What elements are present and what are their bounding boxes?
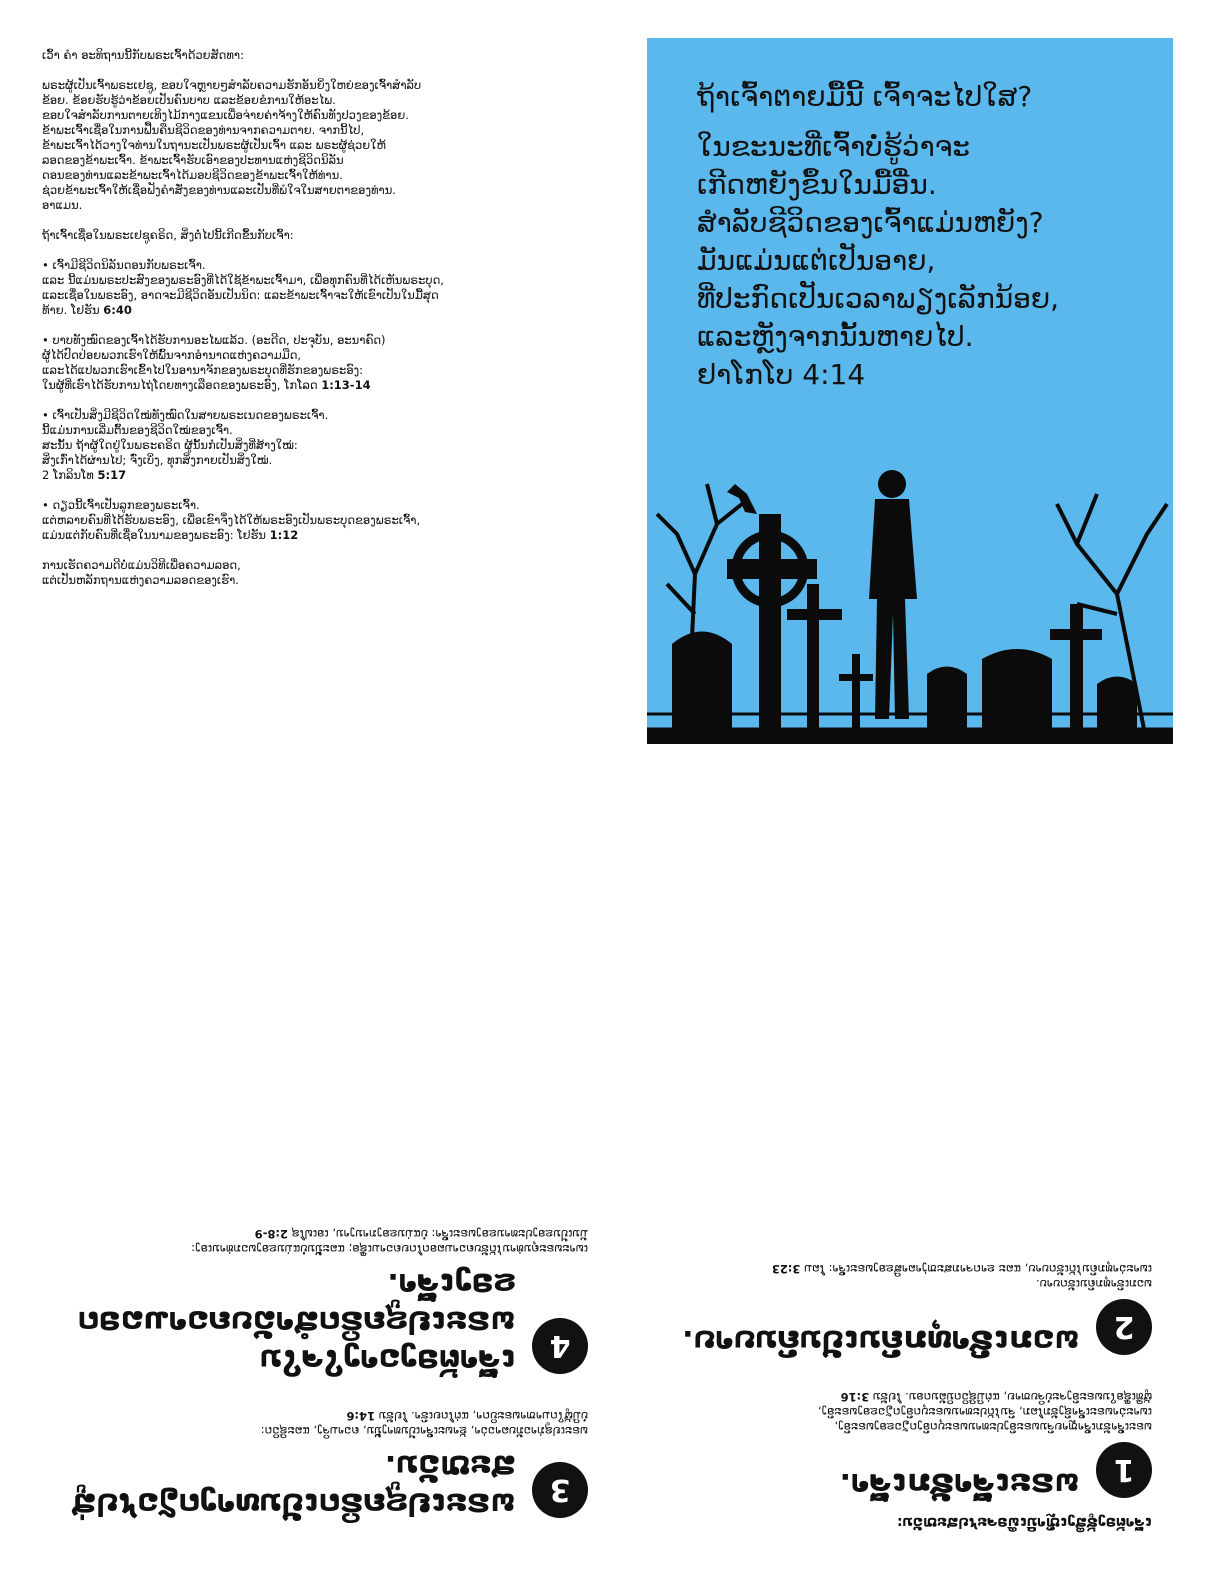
cover-question: ຖ້າເຈົ້າຕາຍມື້ນີ້ ເຈົ້າຈະໄປໃສ? <box>697 80 1033 113</box>
step-number-badge: 3 <box>532 1462 588 1518</box>
step-title: ເຈົ້າຕ້ອງວາງໃຈໃນພຣະເຢຊູຄຣິດສຳລັບຄວາມລອດຂອງເຈົ້າ. <box>77 1266 516 1377</box>
prayer-body: ພຣະຜູ້ເປັນເຈົ້າພຣະເຢຊູ, ຂອບໃຈຫຼາຍໆສຳລັບຄວາມຮັກອັນຍິ່ງໃຫຍ່ຂອງເຈົ້າສຳລັບ ຂ້ອຍ. ຂ້ອຍຮັບຮູ້ວ່າຂ້ອຍເປັນຄົນບາບ ແລະຂ້ອຍຂໍການໃຫ້ອະໄພ. ຂອບໃຈສຳລັບການຕາຍເທິງໄມ້ກາງແຂນເພື່ອຈ່າຍຄ່າຈ້າງໃຫ້ຄົນທັງປວງຂອງຂ້ອຍ. ຂ້າພະເຈົ້າເຊື່ອໃນການຟື້ນຄືນຊີວິດຂອງທ່ານຈາກຄວາມຕາຍ. ຈາກນີ້ໄປ, ຂ້າພະເຈົ້າໄດ້ວາງໃຈທ່ານໃນຖານະເປັນພຣະຜູ້ເປັນເຈົ້າ ແລະ ພຣະຜູ້ຊ່ວຍໃຫ້ ລອດຂອງຂ້າພະເຈົ້າ. ຂ້າພະເຈົ້າຮັບເອົາຂອງປະທານແຫ່ງຊີວິດນິລັນ ດອນຂອງທ່ານແລະຂ້າພະເຈົ້າໄດ້ມອບຊີວິດຂອງຂ້າພະເຈົ້າໃຫ້ທ່ານ. ຊ່ວຍຂ້າພະເຈົ້າໃຫ້ເຊື່ອຟັງຄຳສັ່ງຂອງທ່ານແລະເປັນທີ່ພໍໃຈໃນສາຍຕາຂອງທ່ານ. ອາແມນ. <box>42 78 422 212</box>
step-title: ພວກເຮົາທຸກຄົນເປັນຄົນບາບ. <box>682 1323 1080 1358</box>
raven-icon <box>727 484 757 514</box>
steps-panel-right <box>68 1226 588 1532</box>
prayer-heading: ເວົ້າ ຄຳ ອະທິຖານນີ້ກັບພຣະເຈົ້າດ້ວຍສັດທາ: <box>42 48 244 62</box>
step-3 <box>68 1446 588 1522</box>
step-body: ພວກເຮົາທຸກຄົນເຮັດບາບ. ເພາະວ່າທຸກຄົນໄດ້ເຮັດບາບ, ແລະ ຂາດຈາກສະຫງ່າລາສີຂອງພຣະເຈົ້າ: ໂລມ 3:23 <box>771 1262 1152 1291</box>
step-4 <box>68 1264 588 1378</box>
step-1 <box>632 1442 1152 1502</box>
step-number-badge: 4 <box>532 1318 588 1374</box>
point-child-of-god: • ດຽວນີ້ເຈົ້າເປັນລູກຂອງພຣະເຈົ້າ. ແຕ່ຫລາຍຄົນທີ່ໄດ້ຮັບພຣະອົງ, ເພື່ອເຂົາຈຶ່ງໄດ້ໃຫ້ພຣະອົງເປັນພຣະບຸດຂອງພຣະເຈົ້າ, ແມ່ນແຕ່ກັບຄົນທີ່ເຊື່ອໃນນາມຂອງພຣະອົງ: ໂຢຮັນ 1:12 <box>42 498 421 542</box>
celtic-cross <box>759 514 781 744</box>
cover-panel <box>647 38 1173 744</box>
cover-text <box>697 78 1157 394</box>
graveyard-silhouette <box>647 384 1173 744</box>
step-title: ພຣະເຢຊູຄຣິດເປັນທາງດຽວໄປສູ່ສະຫວັນ. <box>71 1448 516 1521</box>
cross-3 <box>1070 604 1083 744</box>
point-new-creation: • ເຈົ້າເປັນສິ່ງມີຊີວິດໃໝ່ທັງໝົດໃນສາຍພຣະເນດຂອງພຣະເຈົ້າ. ນີ້ແມ່ນການເລີ່ມຕົ້ນຂອງຊີວິດໃໝ່ຂອງເຈົ້າ. ສະນັ້ນ ຖ້າຜູ້ໃດຢູ່ໃນພຣະຄຣິດ ຜູ້ນັ້ນກໍເປັນສິ່ງທີ່ສ້າງໃໝ່: ສິ່ງເກົ່າໄດ້ຜ່ານໄປ; ຈົ່ງເບິ່ງ, ທຸກສິ່ງກາຍເປັນສິ່ງໃໝ່. 2 ໂກລິນໂທ 5:17 <box>42 408 329 482</box>
step-number-badge: 1 <box>1096 1442 1152 1498</box>
tombstone <box>672 632 732 745</box>
step-body: ພຣະເຈົ້າຮັກເຈົ້າຫຼາຍຈົນພຣະອົງປະທານພຣະບຸດອົງດຽວຂອງພຣະອົງ, ເພາະວ່າພຣະເຈົ້າຊົງຮັກໂລກ, ຈົນໄດ້ປະທານພຣະບຸດອົງດຽວຂອງພຣະອົງ, ຜູ້ທີ່ເຊື່ອໃນພຣະອົງຈະບໍ່ຈິບຫາຍ, ແຕ່ມີຊີວິດນິລັນດອນ. ໂຢຮັນ 3:16 <box>817 1390 1152 1434</box>
cross-2 <box>807 584 819 744</box>
step-2 <box>632 1299 1152 1359</box>
step-title: ພຣະເຈົ້າຮັກເຈົ້າ. <box>839 1466 1080 1501</box>
cover-verse: ໃນຂະນະທີ່ເຈົ້າບໍ່ຮູ້ວ່າຈະ ເກີດຫຍັງຂຶ້ນໃນມື້ອື່ນ. ສຳລັບຊີວິດຂອງເຈົ້າແມ່ນຫຍັງ? ມັນແມ່ນແຕ່ເປັນອາຍ, ທີ່ປະກົດເປັນເວລາພຽງເລັກນ້ອຍ, ແລະຫຼັງຈາກນັ້ນຫາຍໄປ. ຢາໂກໂບ 4:14 <box>697 130 1060 391</box>
closing-text: ການເຮັດຄວາມດີບໍ່ແມ່ນວິທີເພື່ອຄວາມລອດ, ແຕ່ເປັນຫລັກຖານແຫ່ງຄວາມລອດຂອງເຮົາ. <box>42 558 241 587</box>
step-number-badge: 2 <box>1096 1299 1152 1355</box>
step-body: ພຣະເຢຊູກ່າວກັບລາວວ່າ, ຂ້າພະເຈົ້າເປັນທາງນັ້ນ, ຄວາມຈິງ, ແລະຊີວິດ: ບໍ່ມີຜູ້ໃດມາຫາພຣະບິດາ, ແຕ່ໂດຍເຮົາ. ໂຢຮັນ 14:6 <box>260 1409 588 1438</box>
step-body: ເພາະພຣະຄຸນທ່ານໄດ້ຮັບຄວາມລອດໂດຍຄວາມເຊື່ອ; ແລະນັ້ນບໍ່ແມ່ນຂອງພວກທ່ານເອງ: ມັນເປັນຂອງປະທານຂອງພຣະເຈົ້າ: ບໍ່ແມ່ນຂອງການງານ, ເອເຟໂຊ 2:8-9 <box>191 1227 588 1256</box>
prayer-panel <box>42 48 592 588</box>
point-forgiven: • ບາບທັງໝົດຂອງເຈົ້າໄດ້ຮັບການອະໄພແລ້ວ. (ອະດີດ, ປະຈຸບັນ, ອະນາຄົດ) ຜູ້ໄດ້ປົດປ່ອຍພວກເຮົາໃຫ້ພົ້ນຈາກອຳນາດແຫ່ງຄວາມມືດ, ແລະໄດ້ແປພວກເຮົາເຂົ້າໄປໃນອານາຈັກຂອງພຣະບຸດທີ່ຮັກຂອງພຣະອົງ: ໃນຜູ້ທີ່ເຮົາໄດ້ຮັບການໄຖ່ໂດຍທາງເລືອດຂອງພຣະອົງ, ໂກໂລດ 1:13-14 <box>42 333 386 392</box>
if-believe-text: ຖ້າເຈົ້າເຊື່ອໃນພຣະເຢຊູຄຣິດ, ສິ່ງຕໍ່ໄປນີ້ເກີດຂຶ້ນກັບເຈົ້າ: <box>42 228 294 242</box>
man-silhouette <box>869 470 917 719</box>
inverted-panels <box>0 792 1224 1584</box>
steps-panel-left <box>632 1261 1152 1532</box>
point-eternal-life: • ເຈົ້າມີຊີວິດນິລັນດອນກັບພຣະເຈົ້າ. ແລະ ນີ້ແມ່ນພຣະປະສົງຂອງພຣະອົງທີ່ໄດ້ໃຊ້ຂ້າພະເຈົ້າມາ, ເພື່ອທຸກຄົນທີ່ໄດ້ເຫັນພຣະບຸດ, ແລະເຊື່ອໃນພຣະອົງ, ອາດຈະມີຊີວິດອັນເປັນນິດ: ແລະຂ້າພະເຈົ້າຈະໃຫ້ເຂົາເປັນໃນມື້ສຸດ ທ້າຍ. ໂຢຮັນ 6:40 <box>42 258 444 317</box>
steps-intro: ເຈົ້າຕ້ອງຮູ້ສິ່ງເຫຼົ່ານີ້ເພື່ອຈະໄປສະຫວັນ: <box>896 1514 1152 1530</box>
